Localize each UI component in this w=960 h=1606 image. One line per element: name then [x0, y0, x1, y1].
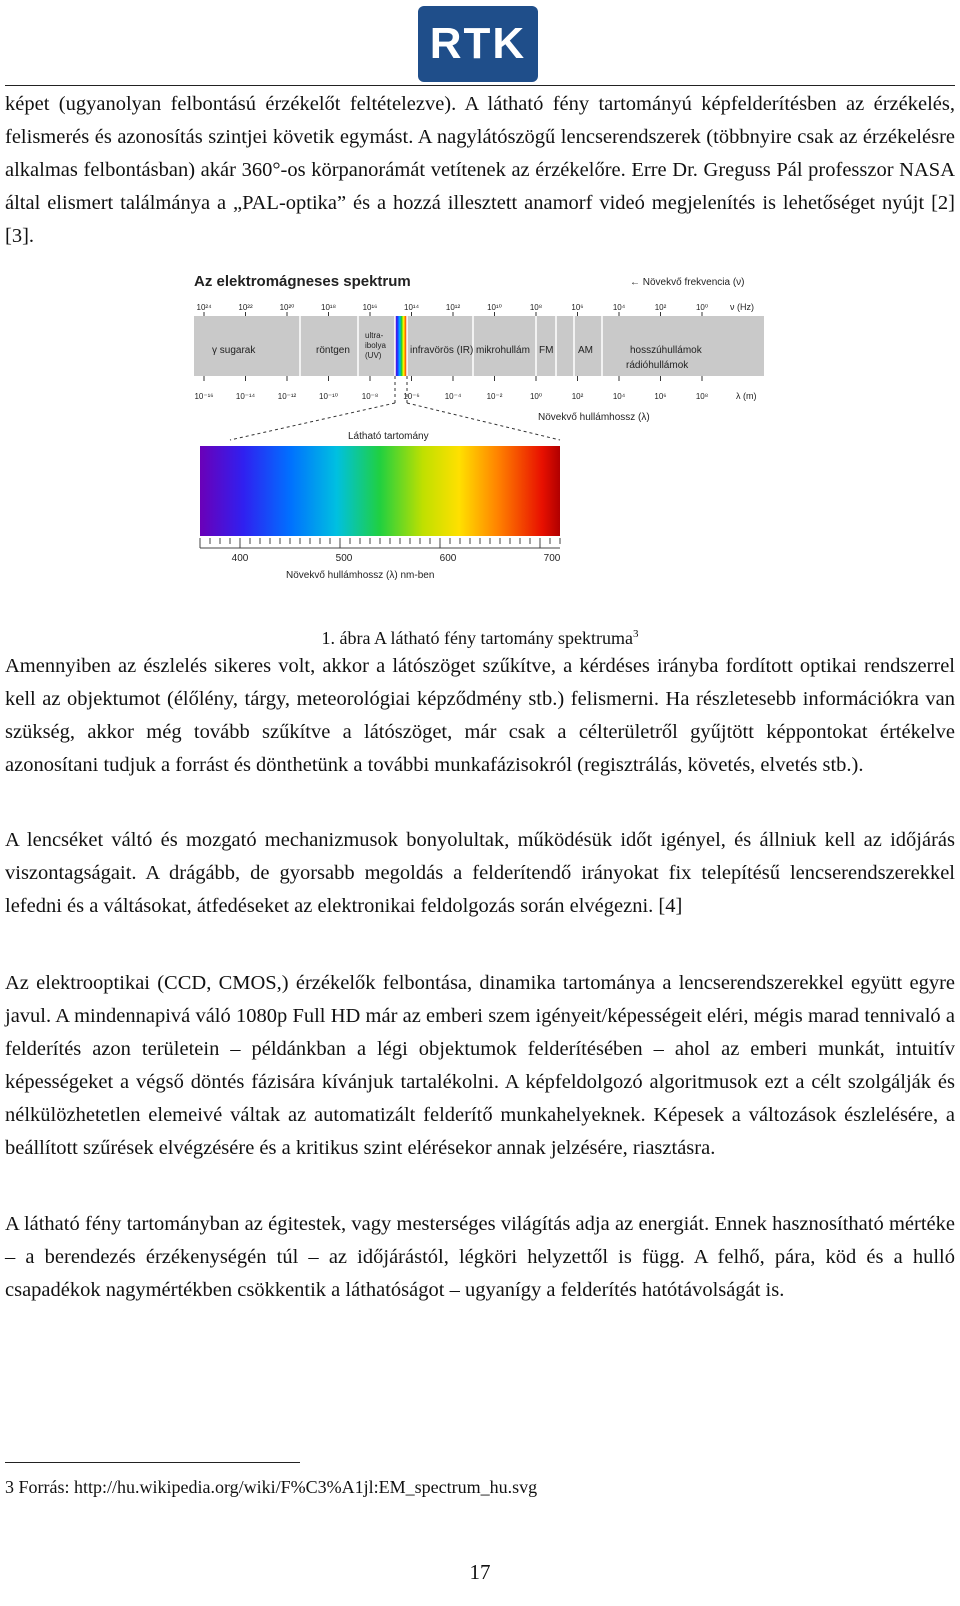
freq-tick-label: 10¹⁴ — [404, 303, 419, 312]
footnote: 3 Forrás: http://hu.wikipedia.org/wiki/F%C3%A1jl:EM_spectrum_hu.svg — [5, 1477, 538, 1497]
wave-unit: λ (m) — [736, 391, 757, 401]
nm-tick-label: 600 — [439, 553, 457, 564]
freq-tick-label: 10⁶ — [571, 303, 584, 312]
wave-tick-label: 10⁻⁸ — [361, 392, 379, 401]
visible-strip — [395, 316, 407, 376]
wave-tick-label: 10⁻¹² — [277, 392, 297, 401]
nm-tick-label: 700 — [543, 553, 561, 564]
em-spectrum-svg — [190, 268, 780, 588]
band-am: AM — [578, 345, 593, 356]
freq-tick-label: 10¹⁰ — [487, 303, 502, 312]
freq-tick-label: 10²⁴ — [196, 303, 212, 312]
freq-tick-label: 10²⁰ — [279, 303, 295, 312]
band-xray: röntgen — [316, 345, 350, 356]
wave-tick-label: 10⁻⁶ — [403, 392, 420, 401]
header-rule — [5, 85, 955, 86]
freq-tick-label: 10⁸ — [529, 303, 543, 312]
wave-tick-label: 10² — [571, 392, 584, 401]
paragraph-2: Amennyiben az észlelés sikeres volt, akkor a látószöget szűkítve, a kérdéses irányba fordított optikai rendszerrel kell az objektumot (élőlény, tárgy, meteorológiai képződmény stb.) felismerni. Ha részletesebb információkra van szükség, akkor még tovább szűkítve a látószöget, már csak a célterületről gyűjtött képpontokat értékelve azonosítani tudjuk a forrást és dönthetünk a további munkafázisokról (regisztrálás, követés, elvetés stb.). — [5, 655, 955, 776]
wave-tick-label: 10⁻² — [486, 392, 503, 401]
band-radio: rádióhullámok — [626, 360, 689, 371]
wave-tick-label: 10⁻¹⁶ — [194, 392, 214, 401]
caption-text: 1. ábra A látható fény tartomány spektruma — [321, 628, 633, 648]
band-fm: FM — [539, 345, 554, 356]
wave-tick-label: 10⁻¹⁰ — [319, 392, 338, 401]
paragraph-1: képet (ugyanolyan felbontású érzékelőt feltételezve). A látható fény tartományú képfelderítésben az érzékelés, felismerés és azonosítás szintjei követik egymást. A nagylátószögű lencserendszerek (többnyire csak az érzékelésre alkalmas felbontásban) akár 360°-os körpanorámát vetítenek az érzékelőre. Erre Dr. Greguss Pál professzor NASA által elismert találmánya a „PAL-optika” és a hozzá illesztett anamorf videó megjelenítés is lehetőséget nyújt [2][3]. — [5, 93, 955, 247]
rtk-logo: RTK — [418, 6, 538, 82]
band-uv-2: ibolya — [365, 341, 386, 350]
freq-tick-label: 10¹² — [445, 303, 461, 312]
freq-tick-label: 10¹⁸ — [321, 303, 336, 312]
freq-tick-label: 10¹⁶ — [362, 303, 378, 312]
band-uv-3: (UV) — [365, 351, 382, 360]
nm-tick-label: 500 — [335, 553, 353, 564]
freq-tick-label: 10²² — [238, 303, 253, 312]
paragraph-3: A lencséket váltó és mozgató mechanizmusok bonyolultak, működésük időt igényel, és állniuk kell az időjárás viszontagságait. A drágább, de gyorsabb megoldás a felderítendő irányokat fix telepítésű lencserendszerekkel lefedni és a váltásokat, átfedéseket az elektronikai feldolgozás során elvégezni. [4] — [5, 829, 955, 917]
freq-tick-label: 10² — [654, 303, 667, 312]
band-uv-1: ultra- — [365, 331, 384, 340]
paragraph-4: Az elektrooptikai (CCD, CMOS,) érzékelők felbontása, dinamika tartománya a lencserendszerekkel együtt egyre javul. A mindennapivá váló 1080p Full HD már az emberi szem igényeit/képességeit eléri, mégis marad tennivaló a felderítés azon területein – példánkban a légi objektumok felderítésében – ahol az emberi munkát, intuitív képességeket a végső döntés fázisára kívánjuk tartalékolni. A képfeldolgozó algoritmusok ezt a célt szolgálják és nélkülözhetetlen elemeivé váltak az automatizált felderítő munkahelyeknek. Képesek a változások észlelésére, a beállított szűrések elvégzésére és a kritikus szint elérésekor annak jelzésére, riasztásra. — [5, 972, 955, 1159]
wave-tick-label: 10⁻¹⁴ — [235, 392, 256, 401]
band-gamma: γ sugarak — [212, 345, 256, 356]
nm-tick-label: 400 — [231, 553, 249, 564]
band-ir: infravörös (IR) — [410, 345, 474, 356]
wave-tick-label: 10⁻⁴ — [444, 392, 462, 401]
wave-tick-label: 10⁶ — [654, 392, 667, 401]
band-microwave: mikrohullám — [476, 345, 530, 356]
freq-label: ← Növekvő frekvencia (ν) — [630, 277, 745, 288]
wave-label: Növekvő hullámhossz (λ) — [538, 412, 650, 423]
figure-title: Az elektromágneses spektrum — [194, 273, 411, 290]
wave-tick-label: 10⁴ — [612, 392, 626, 401]
visible-label: Látható tartomány — [348, 431, 429, 442]
freq-tick-label: 10⁴ — [612, 303, 626, 312]
freq-tick-label: 10⁰ — [695, 303, 709, 312]
wave-ticks — [194, 376, 708, 401]
nm-label: Növekvő hullámhossz (λ) nm-ben — [286, 570, 435, 581]
caption-footnote-ref: 3 — [632, 628, 639, 640]
band-longwave: hosszúhullámok — [630, 345, 702, 356]
visible-spectrum — [200, 446, 560, 536]
em-spectrum-figure — [190, 268, 780, 588]
freq-unit: ν (Hz) — [730, 302, 754, 312]
nm-ticks — [200, 538, 561, 564]
wave-tick-label: 10⁸ — [695, 392, 709, 401]
page-number: 17 — [469, 1560, 491, 1584]
paragraph-5: A látható fény tartományban az égitestek, vagy mesterséges világítás adja az energiát. Ennek hasznosítható mértéke – a berendezés érzékenységén túl – az időjárástól, légköri helyzettől is függ. A felhő, pára, köd és a hulló csapadékok nagymértékben csökkentik a láthatóságot – ugyanígy a felderítés hatótávolságát is. — [5, 1213, 955, 1301]
footnote-rule — [5, 1462, 300, 1463]
figure-caption — [0, 628, 960, 649]
wave-tick-label: 10⁰ — [529, 392, 543, 401]
freq-ticks — [197, 303, 709, 316]
